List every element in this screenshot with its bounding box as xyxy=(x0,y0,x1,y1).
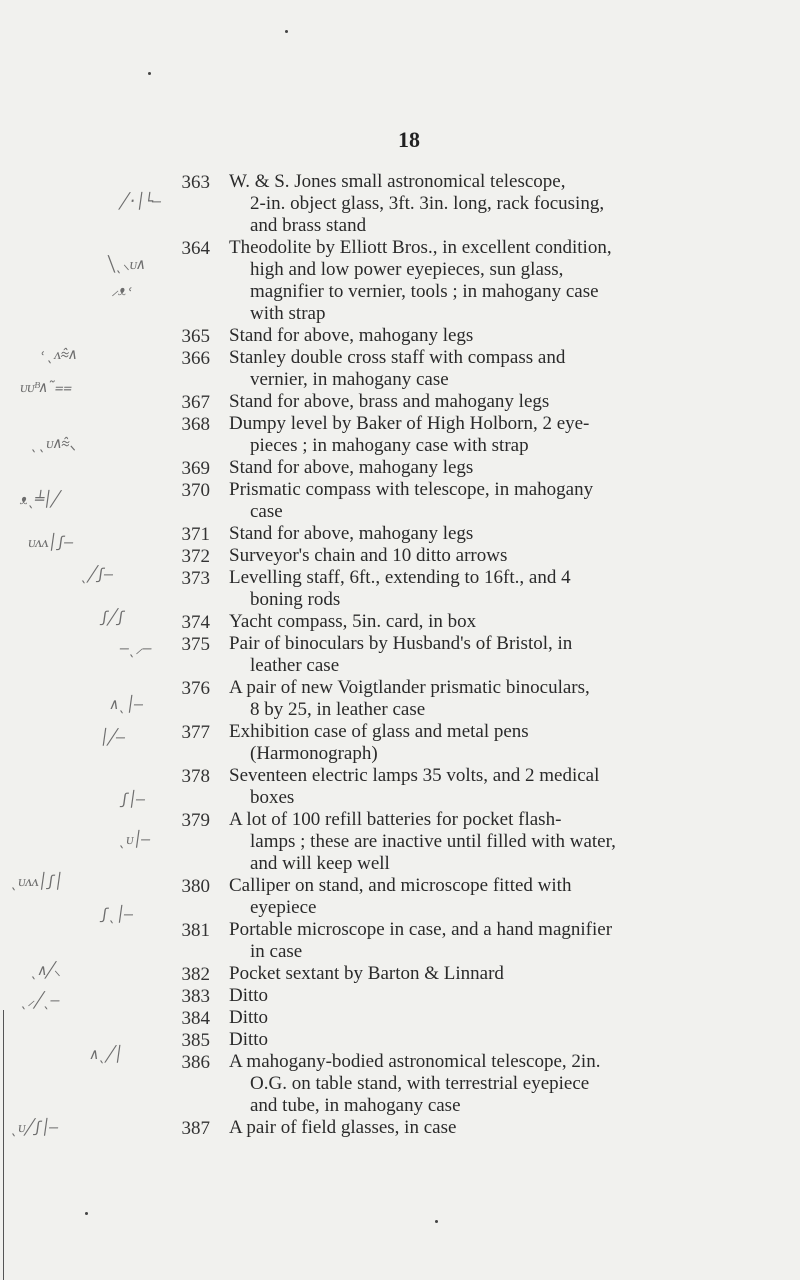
lot-number: 372 xyxy=(181,546,210,567)
lot-description-continued: (Harmonograph) xyxy=(250,743,378,764)
lot-description: Exhibition case of glass and metal pens xyxy=(229,721,529,742)
lot-number: 382 xyxy=(181,964,210,985)
lot-description-continued: and will keep well xyxy=(250,853,390,874)
lot-description: Pair of binoculars by Husband's of Bristol, in xyxy=(229,633,573,654)
lot-description-continued: with strap xyxy=(250,303,326,324)
lot-number: 366 xyxy=(181,348,210,369)
ink-speck xyxy=(148,72,151,75)
lot-entry xyxy=(229,809,729,875)
pencil-scribble: ˎˎᴜ∧⩯⸜ xyxy=(28,434,79,452)
ink-speck xyxy=(435,1220,438,1223)
pencil-scribble: ᴥˎ╧│╱ xyxy=(18,490,61,508)
page-number: 18 xyxy=(398,127,420,152)
lot-number: 381 xyxy=(181,920,210,941)
lot-number: 365 xyxy=(181,326,210,347)
pencil-scribble: ˓ˎᴧ⩯∧ xyxy=(36,345,78,363)
pencil-scribble: ∧ˎ│‒ xyxy=(108,695,144,713)
lot-number: 367 xyxy=(181,392,210,413)
lot-description-continued: eyepiece xyxy=(250,897,317,918)
lot-description: Ditto xyxy=(229,1029,269,1050)
lot-number: 364 xyxy=(181,238,210,259)
pencil-scribble: │╱‒ xyxy=(98,728,126,746)
lot-number: 384 xyxy=(181,1008,210,1029)
lot-description: A lot of 100 refill batteries for pocket flash- xyxy=(229,809,562,830)
lot-description-continued: magnifier to vernier, tools ; in mahogany case xyxy=(250,281,599,302)
lot-description: A pair of new Voigtlander prismatic binoculars, xyxy=(229,677,590,698)
ink-speck xyxy=(85,1212,88,1215)
lot-description-continued: leather case xyxy=(250,655,340,676)
lot-description: Stanley double cross staff with compass and xyxy=(229,347,566,368)
lot-number: 374 xyxy=(181,612,210,633)
lot-description-continued: vernier, in mahogany case xyxy=(250,369,449,390)
lot-entry xyxy=(229,1007,729,1029)
lot-description: Seventeen electric lamps 35 volts, and 2 medical xyxy=(229,765,600,786)
lot-description-continued: case xyxy=(250,501,283,522)
lot-entry xyxy=(229,479,729,523)
lot-description-continued: and brass stand xyxy=(250,215,367,236)
lot-number: 379 xyxy=(181,810,210,831)
lot-description: Theodolite by Elliott Bros., in excellent condition, xyxy=(229,237,612,258)
lot-entry xyxy=(229,171,729,237)
lot-description-continued: boxes xyxy=(250,787,295,808)
lot-number: 373 xyxy=(181,568,210,589)
lot-description: Ditto xyxy=(229,1007,269,1028)
lot-number: 376 xyxy=(181,678,210,699)
lot-number: 370 xyxy=(181,480,210,501)
lot-entry xyxy=(229,413,729,457)
pencil-scribble: ʃ╱ʃ xyxy=(98,608,126,626)
lot-entry xyxy=(229,545,729,567)
lot-entry xyxy=(229,523,729,545)
lot-entry xyxy=(229,985,729,1007)
lot-number: 369 xyxy=(181,458,210,479)
lot-entry xyxy=(229,1029,729,1051)
lot-entry xyxy=(229,611,729,633)
pencil-scribble: ʃ│‒ xyxy=(118,790,146,808)
pencil-scribble: ╲ˎ⸜ᴜ∧ xyxy=(105,255,146,273)
page-edge-line xyxy=(3,1010,4,1280)
lot-entry xyxy=(229,567,729,611)
lot-number: 387 xyxy=(181,1118,210,1139)
lot-description: W. & S. Jones small astronomical telescope, xyxy=(229,171,566,192)
lot-entry xyxy=(229,1051,729,1117)
lot-description: Levelling staff, 6ft., extending to 16ft., and 4 xyxy=(229,567,571,588)
lot-entry xyxy=(229,1117,729,1139)
lot-number: 371 xyxy=(181,524,210,545)
pencil-scribble: ˎ∧╱⸜ xyxy=(28,961,62,979)
pencil-scribble: ∧ˎ╱│ xyxy=(88,1045,124,1063)
pencil-scribble: ᴜᴧᴧ│ʃ‒ xyxy=(26,533,74,551)
pencil-scribble: ⸝ᴥ˓ xyxy=(110,281,135,299)
lot-entry xyxy=(229,721,729,765)
lot-description: Portable microscope in case, and a hand magnifier xyxy=(229,919,613,940)
lot-description: Stand for above, mahogany legs xyxy=(229,325,474,346)
lot-number: 368 xyxy=(181,414,210,435)
lot-description: Pocket sextant by Barton & Linnard xyxy=(229,963,504,984)
lot-description: Prismatic compass with telescope, in mahogany xyxy=(229,479,594,500)
pencil-scribble: ‒ˎ⸝‒ xyxy=(118,639,152,657)
pencil-scribble: ʃˎ│‒ xyxy=(98,905,134,923)
lot-entry xyxy=(229,237,729,325)
lot-description-continued: 2-in. object glass, 3ft. 3in. long, rack focusing, xyxy=(250,193,605,214)
lot-description: Dumpy level by Baker of High Holborn, 2 eye- xyxy=(229,413,590,434)
lot-number: 383 xyxy=(181,986,210,1007)
lot-description-continued: 8 by 25, in leather case xyxy=(250,699,426,720)
lot-entry xyxy=(229,391,729,413)
lot-number: 378 xyxy=(181,766,210,787)
lot-entry xyxy=(229,677,729,721)
lot-number: 385 xyxy=(181,1030,210,1051)
lot-description: Stand for above, brass and mahogany legs xyxy=(229,391,550,412)
pencil-scribble: ˎ╱ʃ‒ xyxy=(78,565,114,583)
lot-entry xyxy=(229,347,729,391)
pencil-scribble: ˎᴜ│‒ xyxy=(116,830,151,848)
lot-description-continued: O.G. on table stand, with terrestrial eyepiece xyxy=(250,1073,590,1094)
lot-description: A pair of field glasses, in case xyxy=(229,1117,457,1138)
lot-description-continued: in case xyxy=(250,941,303,962)
lot-description-continued: boning rods xyxy=(250,589,341,610)
lot-number: 380 xyxy=(181,876,210,897)
ink-speck xyxy=(285,30,288,33)
lot-entry xyxy=(229,875,729,919)
pencil-scribble: ╱·│└‒ xyxy=(118,192,162,210)
lot-description: Surveyor's chain and 10 ditto arrows xyxy=(229,545,508,566)
lot-entry xyxy=(229,963,729,985)
lot-entry xyxy=(229,633,729,677)
lot-description-continued: lamps ; these are inactive until filled with water, xyxy=(250,831,616,852)
pencil-scribble: ᴜᴜᴯ∧˜⩵ xyxy=(18,378,73,396)
lot-entry xyxy=(229,765,729,809)
lot-description: Stand for above, mahogany legs xyxy=(229,457,474,478)
lot-description: Stand for above, mahogany legs xyxy=(229,523,474,544)
lot-number: 375 xyxy=(181,634,210,655)
lot-number: 377 xyxy=(181,722,210,743)
pencil-scribble: ˎᴜ╱ʃ│‒ xyxy=(8,1118,59,1136)
lot-number: 363 xyxy=(181,172,210,193)
lot-description: Ditto xyxy=(229,985,269,1006)
lot-entry xyxy=(229,919,729,963)
lot-description: A mahogany-bodied astronomical telescope, 2in. xyxy=(229,1051,601,1072)
lot-description-continued: pieces ; in mahogany case with strap xyxy=(250,435,529,456)
lot-entry xyxy=(229,325,729,347)
lot-description-continued: high and low power eyepieces, sun glass, xyxy=(250,259,564,280)
lot-description-continued: and tube, in mahogany case xyxy=(250,1095,461,1116)
lot-entry xyxy=(229,457,729,479)
lot-description: Yacht compass, 5in. card, in box xyxy=(229,611,477,632)
lot-number: 386 xyxy=(181,1052,210,1073)
pencil-scribble: ˎ⸝╱ˎ‒ xyxy=(18,991,60,1009)
pencil-scribble: ˎᴜᴧᴧ│ʃ│ xyxy=(8,872,64,890)
lot-description: Calliper on stand, and microscope fitted with xyxy=(229,875,572,896)
